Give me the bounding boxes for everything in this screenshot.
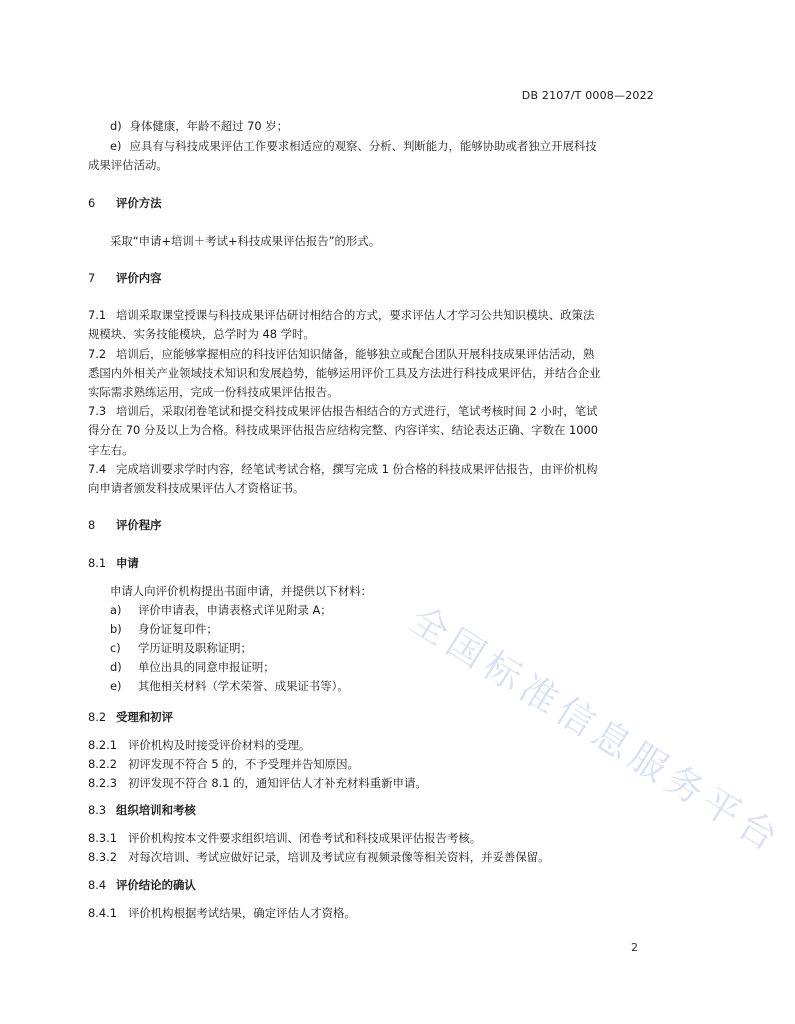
clause-number: 7.1 xyxy=(88,308,107,322)
clause-number: 8.2.1 xyxy=(88,738,117,752)
clause-7-2-line2: 悉国内外相关产业领域技术知识和发展趋势，能够运用评价工具及方法进行科技成果评估，并结合企业 xyxy=(88,366,601,380)
list-text: 身份证复印件； xyxy=(138,622,218,636)
paragraph: 申请人向评价机构提出书面申请，并提供以下材料： xyxy=(110,584,372,598)
subsection-number: 8.4 xyxy=(88,878,107,892)
watermark: 全国标准信息服务平台 xyxy=(402,597,790,862)
paragraph: 采取“申请+培训＋考试+科技成果评估报告”的形式。 xyxy=(110,234,381,248)
clause-8-2-2 xyxy=(88,755,359,774)
clause-7-2-line3: 实际需求熟练运用，完成一份科技成果评估报告。 xyxy=(88,385,339,399)
clause-7-4 xyxy=(88,460,598,479)
list-label: e) xyxy=(110,139,122,153)
list-text: 身体健康，年龄不超过 70 岁； xyxy=(129,119,289,133)
clause-number: 7.2 xyxy=(88,347,107,361)
section-heading-8 xyxy=(88,516,162,535)
clause-text: 完成培训要求学时内容，经笔试考试合格，撰写完成 1 份合格的科技成果评估报告，由评价机构 xyxy=(116,462,598,476)
clause-number: 8.3.1 xyxy=(88,831,117,845)
clause-8-4-1 xyxy=(88,904,356,923)
subsection-heading-8-4 xyxy=(88,876,196,895)
section-number: 8 xyxy=(88,518,96,532)
section-title: 评价方法 xyxy=(116,196,162,210)
clause-text: 培训后，采取闭卷笔试和提交科技成果评估报告相结合的方式进行，笔试考核时间 2 小时，笔试 xyxy=(116,404,598,418)
clause-text: 对每次培训、考试应做好记录，培训及考试应有视频录像等相关资料，并妥善保留。 xyxy=(128,850,550,864)
clause-number: 7.4 xyxy=(88,462,107,476)
clause-8-2-3 xyxy=(88,774,427,793)
list-label: b) xyxy=(110,622,122,636)
subsection-number: 8.1 xyxy=(88,556,107,570)
clause-7-3-line3: 字左右。 xyxy=(88,443,134,457)
list-item-e xyxy=(110,137,597,156)
clause-text: 评价机构按本文件要求组织培训、闭卷考试和科技成果评估报告考核。 xyxy=(128,831,482,845)
clause-7-4-line2: 向申请者颁发科技成果评估人才资格证书。 xyxy=(88,481,305,495)
clause-number: 8.2.2 xyxy=(88,757,117,771)
section-number: 6 xyxy=(88,196,96,210)
list-text: 应具有与科技成果评估工作要求相适应的观察、分析、判断能力，能够协助或者独立开展科技 xyxy=(129,139,597,153)
list-label: a) xyxy=(110,603,122,617)
section-title: 评价内容 xyxy=(116,271,162,285)
subsection-title: 组织培训和考核 xyxy=(116,803,196,817)
subsection-heading-8-3 xyxy=(88,801,196,820)
list-label: e) xyxy=(110,679,122,693)
subsection-number: 8.3 xyxy=(88,803,107,817)
clause-number: 8.3.2 xyxy=(88,850,117,864)
section-heading-6 xyxy=(88,194,162,213)
clause-8-2-1 xyxy=(88,736,310,755)
clause-text: 培训采取课堂授课与科技成果评估研讨相结合的方式，要求评估人才学习公共知识模块、政策法 xyxy=(116,308,595,322)
clause-text: 初评发现不符合 8.1 的，通知评估人才补充材料重新申请。 xyxy=(128,776,427,790)
list-item xyxy=(110,601,332,620)
clause-7-3-line2: 得分在 70 分及以上为合格。科技成果评估报告应结构完整、内容详实、结论表达正确、字数在 1000 xyxy=(88,423,598,437)
clause-7-3 xyxy=(88,402,598,421)
list-text: 其他相关材料（学术荣誉、成果证书等）。 xyxy=(138,679,349,693)
document-code: DB 2107/T 0008—2022 xyxy=(521,89,654,102)
subsection-number: 8.2 xyxy=(88,710,107,724)
clause-7-2 xyxy=(88,345,594,364)
list-item-d xyxy=(110,117,288,136)
list-label: c) xyxy=(110,641,121,655)
list-label: d) xyxy=(110,660,122,674)
list-label: d) xyxy=(110,119,122,133)
list-text: 学历证明及职称证明； xyxy=(138,641,252,655)
subsection-title: 受理和初评 xyxy=(116,710,173,724)
clause-7-1-line2: 规模块、实务技能模块，总学时为 48 学时。 xyxy=(88,327,315,341)
subsection-heading-8-2 xyxy=(88,708,173,727)
clause-number: 7.3 xyxy=(88,404,107,418)
list-item-e-continuation: 成果评估活动。 xyxy=(88,158,168,172)
section-title: 评价程序 xyxy=(116,518,162,532)
subsection-title: 评价结论的确认 xyxy=(116,878,196,892)
clause-number: 8.4.1 xyxy=(88,906,117,920)
page-number: 2 xyxy=(631,941,638,954)
section-number: 7 xyxy=(88,271,96,285)
clause-text: 评价机构根据考试结果，确定评估人才资格。 xyxy=(128,906,356,920)
list-text: 单位出具的同意申报证明； xyxy=(138,660,275,674)
clause-text: 评价机构及时接受评价材料的受理。 xyxy=(128,738,311,752)
list-text: 评价申请表，申请表格式详见附录 A； xyxy=(138,603,332,617)
list-item xyxy=(110,677,349,696)
clause-text: 培训后，应能够掌握相应的科技评估知识储备，能够独立或配合团队开展科技成果评估活动，熟 xyxy=(116,347,595,361)
clause-7-1 xyxy=(88,306,594,325)
clause-text: 初评发现不符合 5 的，不予受理并告知原因。 xyxy=(128,757,359,771)
subsection-title: 申请 xyxy=(116,556,139,570)
list-item xyxy=(110,639,252,658)
clause-8-3-2 xyxy=(88,848,549,867)
subsection-heading-8-1 xyxy=(88,554,139,573)
list-item xyxy=(110,658,275,677)
section-heading-7 xyxy=(88,269,162,288)
clause-number: 8.2.3 xyxy=(88,776,117,790)
list-item xyxy=(110,620,218,639)
clause-8-3-1 xyxy=(88,829,481,848)
